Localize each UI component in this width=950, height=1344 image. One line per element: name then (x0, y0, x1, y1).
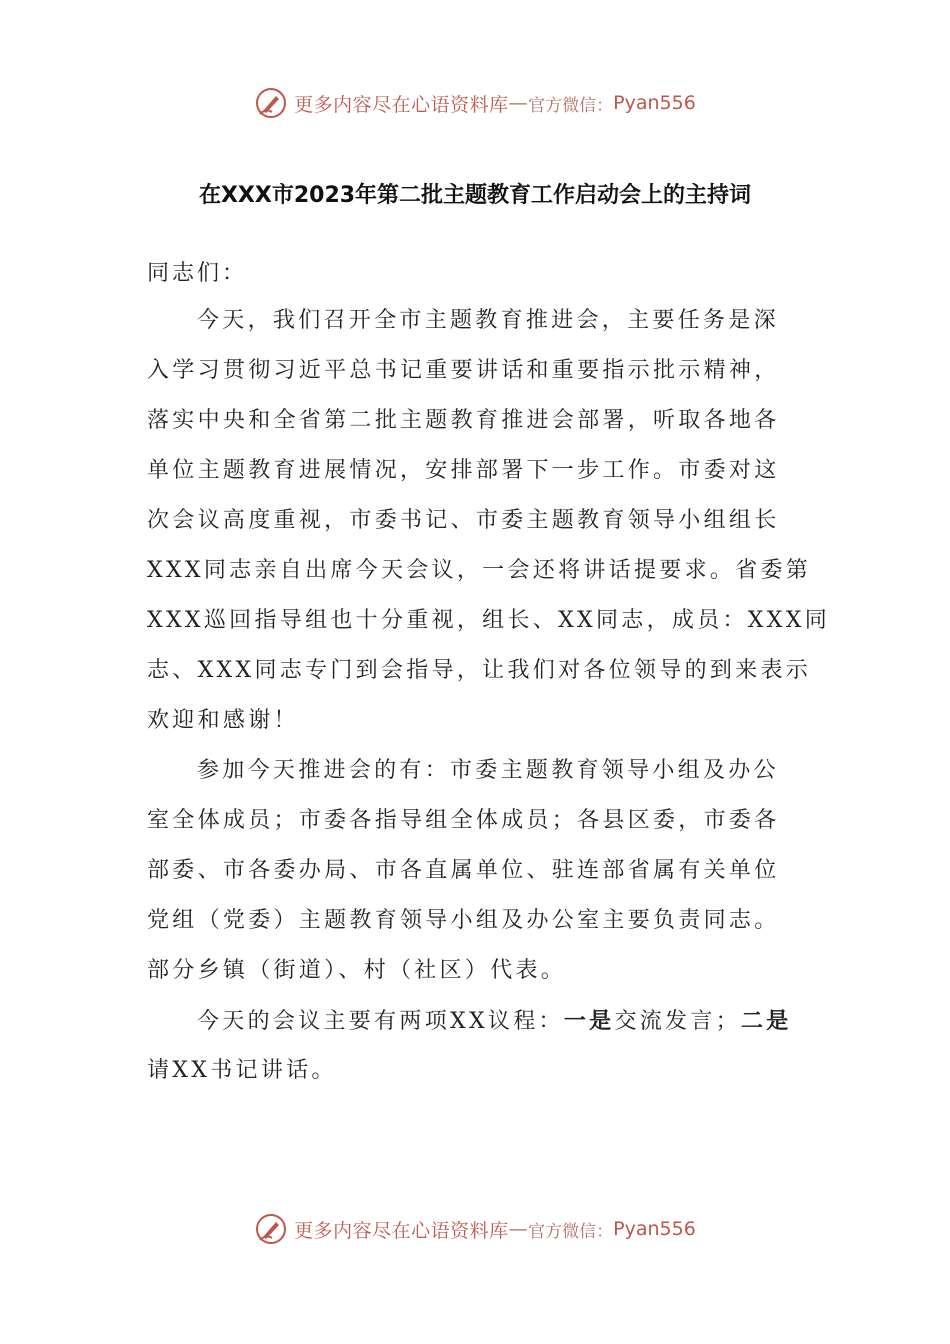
greeting: 同志们： (147, 261, 248, 286)
banner-wechat-id: Pyan556 (613, 1218, 696, 1240)
body-line: 党组（党委）主题教育领导小组及办公室主要负责同志。 (147, 908, 780, 933)
agenda-line (197, 1006, 792, 1037)
body-line: 部委、市各委办局、市各直属单位、驻连部省属有关单位 (147, 858, 780, 883)
footer-banner (0, 1209, 950, 1249)
agenda-line-2: 请XX书记讲话。 (147, 1058, 337, 1083)
header-banner (0, 83, 950, 123)
pen-logo-icon (254, 86, 288, 120)
agenda-item1-label: 一是 (563, 1008, 615, 1034)
body-line: 欢迎和感谢！ (147, 708, 299, 733)
banner-text: 更多内容尽在心语资料库 (294, 93, 509, 116)
document-title: 在XXX市2023年第二批主题教育工作启动会上的主持词 (198, 183, 752, 208)
banner-separator: — (508, 1218, 529, 1240)
body-line: XXX巡回指导组也十分重视，组长、XX同志，成员：XXX同 (147, 608, 830, 633)
agenda-intro: 今天的会议主要有两项XX议程： (197, 1009, 564, 1034)
banner-wechat-label: 官方微信： (528, 1221, 614, 1242)
body-line: 单位主题教育进展情况，安排部署下一步工作。市委对这 (147, 458, 780, 483)
body-line: 参加今天推进会的有：市委主题教育领导小组及办公 (197, 758, 779, 783)
agenda-item2-label: 二是 (740, 1008, 792, 1034)
body-line: 入学习贯彻习近平总书记重要讲话和重要指示批示精神， (147, 358, 780, 383)
body-line: 落实中央和全省第二批主题教育推进会部署，听取各地各 (147, 408, 780, 433)
body-line: 部分乡镇（街道）、村（社区）代表。 (147, 958, 567, 983)
body-line: 次会议高度重视，市委书记、市委主题教育领导小组组长 (147, 508, 780, 533)
agenda-item1-text: 交流发言； (614, 1009, 741, 1034)
body-line: 今天，我们召开全市主题教育推进会，主要任务是深 (197, 308, 779, 333)
body-line: 志、XXX同志专门到会指导，让我们对各位领导的到来表示 (147, 658, 812, 683)
body-line: XXX同志亲自出席今天会议，一会还将讲话提要求。省委第 (147, 558, 812, 583)
body-line: 室全体成员；市委各指导组全体成员；各县区委，市委各 (147, 808, 780, 833)
pen-logo-icon (254, 1212, 288, 1246)
banner-text: 更多内容尽在心语资料库 (294, 1219, 509, 1242)
banner-wechat-label: 官方微信： (528, 95, 614, 116)
banner-separator: — (508, 92, 529, 114)
banner-wechat-id: Pyan556 (613, 92, 696, 114)
